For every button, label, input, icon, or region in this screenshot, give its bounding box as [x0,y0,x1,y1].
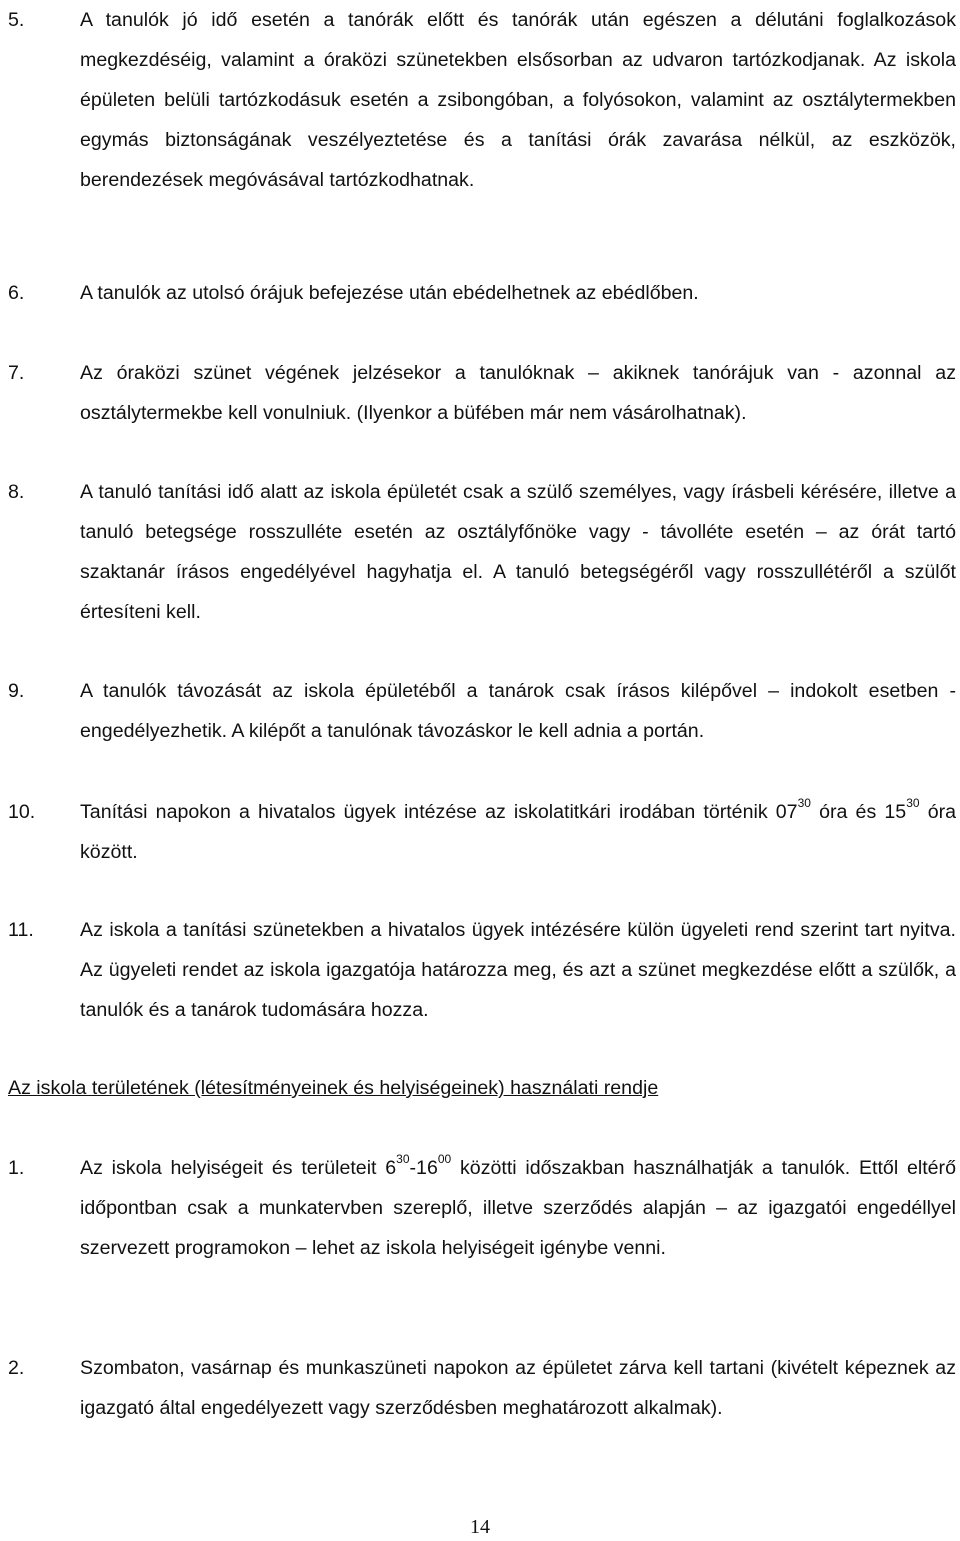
item-number: 5. [8,9,25,31]
superscript: 30 [396,1152,410,1167]
text-part: -16 [409,1157,438,1179]
text-part: óra között. [80,801,957,863]
text-part: óra és 15 [810,801,907,823]
item-text: A tanuló tanítási idő alatt az iskola épületét csak a szülő személyes, vagy írásbeli kérésére, illetve a tanuló betegsége rosszulléte esetén az osztályfőnöke vagy - távolléte esetén – az órát tartó szaktanár írásos engedélyével hagyhatja el. A tanuló betegségéről vagy rosszullétéről a szülőt értesíteni kell. [80,481,956,623]
superscript: 00 [437,1152,452,1167]
item-text [80,1148,956,1268]
section-item-1 [8,1148,956,1268]
text-part: közötti időszakban használhatják a tanulók. Ettől eltérő időpontban csak a munkatervben szereplő, illetve szerződés alapján – az igazgatói engedéllyel szervezett programokon – lehet az iskola helyiségeit igénybe venni. [80,1157,956,1259]
list-item-10 [8,792,956,872]
item-text: Az iskola a tanítási szünetekben a hivatalos ügyek intézésére külön ügyeleti rend szerint tart nyitva. Az ügyeleti rendet az iskola igazgatója határozza meg, és azt a szünet megkezdése előtt a szülők, a tanulók és a tanárok tudomására hozza. [80,919,956,1021]
item-text: A tanulók az utolsó órájuk befejezése után ebédelhetnek az ebédlőben. [80,282,699,304]
item-number: 7. [8,362,25,384]
item-number: 6. [8,282,25,304]
list-item-7 [8,353,956,433]
item-number: 1. [8,1157,25,1179]
item-text: Az óraközi szünet végének jelzésekor a tanulóknak – akiknek tanórájuk van - azonnal az osztálytermekbe kell vonulniuk. (Ilyenkor a büfében már nem vásárolhatnak). [80,362,956,424]
section-heading: Az iskola területének (létesítményeinek és helyiségeinek) használati rendje [8,1077,659,1099]
list-item-5 [8,0,956,200]
superscript: 30 [797,796,811,811]
item-text: A tanulók jó idő esetén a tanórák előtt és tanórák után egészen a délutáni foglalkozások megkezdéséig, valamint a óraközi szünetekben elsősorban az udvaron tartózkodjanak. Az iskola épületen belüli tartózkodásuk esetén a zsibongóban, a folyósokon, valamint az osztálytermekben egymás biztonságának veszélyeztetése és a tanítási órák zavarása nélkül, az eszközök, berendezések megóvásával tartózkodhatnak. [80,9,956,191]
item-number: 2. [8,1357,25,1379]
item-number: 8. [8,481,25,503]
list-item-11 [8,910,956,1030]
list-item-9 [8,671,956,751]
superscript: 30 [906,796,920,811]
text-part: Az iskola helyiségeit és területeit 6 [80,1157,397,1179]
item-number: 10. [8,801,36,823]
item-number: 11. [8,919,34,941]
section-item-2 [8,1348,956,1428]
page-number: 14 [470,1516,490,1538]
list-item-6 [8,273,956,313]
item-text: Szombaton, vasárnap és munkaszüneti napokon az épületet zárva kell tartani (kivételt képeznek az igazgató által engedélyezett vagy szerződésben meghatározott alkalmak). [80,1357,956,1419]
text-part: Tanítási napokon a hivatalos ügyek intézése az iskolatitkári irodában történik 07 [80,801,798,823]
list-item-8 [8,472,956,632]
item-text [80,792,956,872]
item-number: 9. [8,680,25,702]
item-text: A tanulók távozását az iskola épületéből a tanárok csak írásos kilépővel – indokolt esetben - engedélyezhetik. A kilépőt a tanulónak távozáskor le kell adnia a portán. [80,680,956,742]
